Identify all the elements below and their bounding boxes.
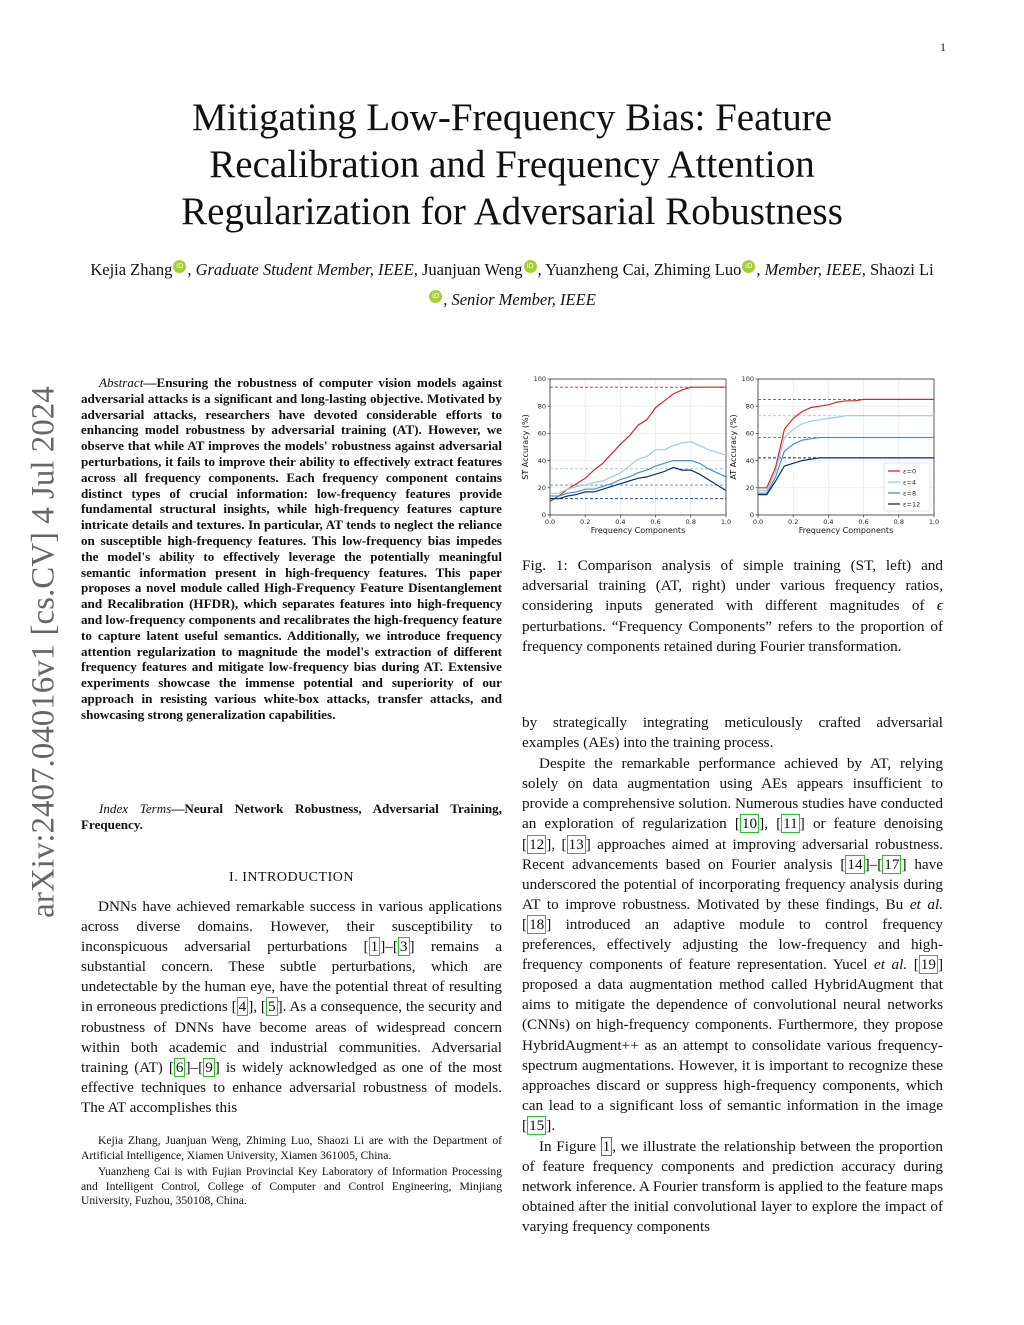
x-tick-label: 0.0 [752, 518, 764, 526]
y-tick-label: 100 [533, 375, 546, 384]
citation-link[interactable]: 6 [175, 1058, 184, 1076]
footnote: Yuanzheng Cai is with Fujian Provincial Key Laboratory of Information Processing and Intelligent Control, College of Computer and Control Engineering, Minjiang University, Fuzhou, 350108, China. [81, 1165, 502, 1208]
citation-link[interactable]: 12 [529, 835, 545, 853]
citation-link[interactable]: 14 [847, 855, 863, 873]
y-tick-label: 40 [537, 456, 546, 465]
text-run: . [551, 1116, 556, 1134]
x-tick-label: 0.8 [893, 518, 904, 526]
index-terms [81, 801, 502, 833]
author-name: Zhiming Luo [653, 260, 742, 279]
legend-label: ε=8 [903, 489, 917, 498]
legend-label: ε=12 [903, 500, 921, 509]
x-tick-label: 0.0 [544, 518, 556, 526]
figure-1 [518, 368, 946, 538]
x-tick-label: 0.4 [823, 518, 834, 526]
author-list: Kejia Zhang iD , Graduate Student Member, IEEE, Juanjuan Weng iD , Yuanzheng Cai, Zhiming Luo iD , Member, IEEE, Shaozi LiiD , Senior Member, IEEE [90, 260, 934, 309]
paper-title: Mitigating Low-Frequency Bias: Feature Recalibration and Frequency Attention Regularization for Adversarial Robustness [181, 96, 843, 233]
legend-label: ε=0 [903, 467, 917, 476]
citation-link[interactable]: 1 [370, 938, 379, 956]
text-run: et al. [874, 956, 908, 974]
right-column-text [522, 713, 943, 1238]
text-run: – [385, 938, 393, 956]
abstract [81, 375, 502, 723]
y-tick-label: 20 [537, 484, 546, 492]
figure-1-charts [518, 368, 946, 538]
x-tick-label: 0.8 [685, 518, 696, 526]
text-run: In Figure [539, 1137, 601, 1155]
citation-link[interactable]: 19 [920, 956, 936, 974]
text-run: , [253, 998, 261, 1016]
abstract-label: Abstract [99, 375, 144, 390]
text-run: proposed a data augmentation method called HybridAugment that aims to mitigate the dependence of convolutional neural networks (CNNs) on high-frequency components. Furthermore, they propose HybridAugment++ as an attempt to consolidate various frequency-spectrum augmentations. However, it is important to recognize these approaches discard or suppress high-frequency components, which can lead to a significant loss of semantic information in the image [522, 976, 943, 1114]
section-heading: I. INTRODUCTION [229, 870, 354, 885]
text-run: , [551, 835, 562, 853]
x-tick-label: 1.0 [720, 518, 732, 526]
arxiv-identifier [14, 372, 74, 932]
epsilon-symbol: ϵ [936, 597, 943, 615]
orcid-icon[interactable]: iD [742, 260, 755, 273]
y-tick-label: 20 [745, 484, 754, 492]
x-tick-label: 0.6 [650, 518, 661, 526]
arxiv-id-text: arXiv:2407.04016v1 [cs.CV] 4 Jul 2024 [25, 386, 62, 918]
author-name: Shaozi Li [869, 260, 934, 279]
paragraph: by strategically integrating meticulously crafted adversarial examples (AEs) into the training process. [522, 714, 943, 752]
legend-label: ε=4 [903, 478, 917, 487]
text-run: or feature denoising [804, 815, 943, 833]
y-tick-label: 0 [749, 511, 754, 520]
y-tick-label: 100 [741, 375, 754, 384]
citation-link[interactable]: 15 [529, 1116, 545, 1134]
y-tick-label: 40 [745, 456, 754, 465]
x-tick-label: 1.0 [928, 518, 940, 526]
text-run: . As a consequence, the security and robustness of DNNs have become areas of widespread concern within both academic and industrial communities. Adversarial training (AT) [81, 998, 502, 1076]
page-number: 1 [940, 40, 946, 54]
paragraph: Despite the remarkable performance achieved by AT, relying solely on data augmentation using AEs appears insufficient to provide a comprehensive solution. Numerous studies have conducted an exploration of regularization [ 10 ], [ 11 ] or feature denoising [ 12 ], [ 13 ] approaches aimed at improving adversarial robustness. Recent advancements based on Fourier analysis [ 14 ]–[ 17 ] have underscored the potential of incorporating frequency analysis during AT to improve robustness. Motivated by these findings, Bu et al. [ 18 ] introduced an adaptive module to control frequency preferences, effectively adjusting the low-frequency and high-frequency components of feature representation. Yucel et al. [ 19 ] proposed a data augmentation method called HybridAugment that aims to mitigate the dependence of convolutional neural networks (CNNs) on high-frequency components. Furthermore, they propose HybridAugment++ as an attempt to consolidate various frequency-spectrum augmentations. However, it is important to recognize these approaches discard or suppress high-frequency components, which can lead to a significant loss of semantic information in the image [ 15 ]. [522, 755, 943, 1134]
x-tick-label: 0.2 [580, 518, 591, 526]
y-tick-label: 60 [745, 429, 754, 438]
text-run: DNNs have achieved remarkable success in various applications across diverse domains. However, their susceptibility to inconspicuous adversarial perturbations [81, 898, 502, 956]
y-axis-label: ST Accuracy (%) [521, 414, 530, 480]
series-line [550, 387, 726, 501]
chart-panel-2 [729, 375, 939, 535]
citation-link[interactable]: 3 [399, 938, 408, 956]
figure-link[interactable]: 1 [602, 1137, 611, 1155]
index-terms-label: Index Terms [99, 801, 172, 816]
x-tick-label: 0.6 [858, 518, 869, 526]
x-tick-label: 0.4 [615, 518, 626, 526]
author-name: Kejia Zhang [90, 260, 173, 279]
orcid-icon[interactable]: iD [429, 290, 442, 303]
paragraph [522, 1137, 943, 1237]
author-name: Juanjuan Weng [421, 260, 523, 279]
x-axis-label: Frequency Components [590, 526, 686, 535]
text-run: perturbations. “Frequency Components” refers to the proportion of frequency components retained during Fourier transformation. [522, 617, 943, 655]
author-role: Graduate Student Member, IEEE [195, 260, 414, 279]
text-run: , we illustrate the relationship between the proportion of feature frequency components and prediction accuracy during network inference. A Fourier transform is applied to the feature maps obtained after the initial convolutional layer to explore the impact of varying frequency components [522, 1137, 943, 1236]
introduction-text [81, 897, 502, 1118]
text-run: et al. [909, 895, 943, 913]
text-run: have underscored the potential of incorporating frequency analysis during AT to improve robustness. Motivated by these findings, Bu [522, 855, 943, 913]
abstract-text: —Ensuring the robustness of computer vision models against adversarial attacks is a significant and long-lasting objective. Motivated by adversarial attacks, researchers have devoted considerable efforts to enhancing model robustness by adversarial training (AT). However, we observe that while AT improves the models' robustness against adversarial perturbations, it fails to improve their ability to effectively extract features across all frequency components. Each frequency component contains distinct types of crucial information: low-frequency features provide fundamental structural insights, while high-frequency features capture intricate details and textures. In particular, AT tends to neglect the reliance on susceptible high-frequency features. This low-frequency bias impedes the model's ability to effectively leverage the potentially meaningful semantic information present in high-frequency features. This paper proposes a novel module called High-Frequency Feature Disentanglement and Recalibration (HFDR), which separates features into high-frequency and low-frequency components and recalibrates the high-frequency feature to capture latent useful semantics. Additionally, we introduce frequency attention regularization to magnitude the model's extraction of different frequency features and mitigate low-frequency bias during AT. Extensive experiments showcase the immense potential and superiority of our approach in resisting various white-box attacks, transfer attacks, and showcasing strong generalization capabilities. [81, 375, 502, 722]
text-run: remains a substantial concern. These subtle perturbations, which are undetectable by the human eye, have the potential threat of resulting in erroneous predictions [81, 938, 502, 1016]
orcid-icon[interactable]: iD [524, 260, 537, 273]
text-run: Despite the remarkable performance achieved by AT, relying solely on data augmentation using AEs appears insufficient to provide a comprehensive solution. Numerous studies have conducted an exploration of regularization [522, 755, 943, 833]
text-run [907, 956, 914, 973]
citation-link[interactable]: 4 [238, 998, 247, 1016]
x-tick-label: 0.2 [788, 518, 799, 526]
citation-link[interactable]: 11 [783, 815, 798, 833]
x-axis-label: Frequency Components [798, 526, 894, 535]
author-role: Senior Member, IEEE [451, 290, 596, 309]
footnote: Kejia Zhang, Juanjuan Weng, Zhiming Luo, Shaozi Li are with the Department of Artificial Intelligence, Xiamen University, Xiamen 361005, China. [81, 1134, 502, 1162]
y-axis-label: AT Accuracy (%) [729, 414, 738, 480]
citation-link[interactable]: 10 [741, 815, 758, 833]
y-tick-label: 80 [537, 402, 546, 411]
text-run: , [764, 815, 777, 833]
text-run: Fig. 1: Comparison analysis of simple training (ST, left) and adversarial training (AT, right) under various frequency ratios, considering inputs generated with different magnitudes of [522, 557, 943, 615]
citation-link[interactable]: 13 [568, 835, 584, 853]
citation-link[interactable]: 9 [205, 1058, 213, 1076]
chart-panel-1 [521, 375, 731, 535]
text-run: – [869, 855, 878, 873]
author-name: Yuanzheng Cai [545, 260, 646, 279]
y-tick-label: 80 [745, 402, 754, 411]
index-terms-text: —Neural Network Robustness, Adversarial Training, Frequency. [81, 801, 503, 832]
figure-caption [522, 556, 943, 657]
chart-legend [884, 463, 930, 511]
text-run: introduced an adaptive module to control frequency preferences, effectively adjusting the low-frequency and high-frequency components of feature representation. Yucel [522, 915, 943, 974]
orcid-icon[interactable]: iD [173, 260, 186, 273]
y-tick-label: 60 [537, 429, 546, 438]
y-tick-label: 0 [541, 511, 546, 520]
citation-link[interactable]: 17 [884, 855, 900, 873]
citation-link[interactable]: 5 [267, 998, 276, 1016]
citation-link[interactable]: 18 [529, 915, 545, 933]
text-run: approaches aimed at improving adversarial robustness. Recent advancements based on Fourier analysis [522, 835, 943, 873]
text-run: – [190, 1058, 199, 1076]
author-role: Member, IEEE [764, 260, 862, 279]
paragraph: DNNs have achieved remarkable success in various applications across diverse domains. However, their susceptibility to inconspicuous adversarial perturbations [ 1 ]–[ 3 ] remains a substantial concern. These subtle perturbations, which are undetectable by the human eye, have the potential threat of resulting in erroneous predictions [ 4 ], [ 5 ]. As a consequence, the security and robustness of DNNs have become areas of widespread concern within both academic and industrial communities. Adversarial training (AT) [ 6 ]–[ 9 ] is widely acknowledged as one of the most effective techniques to enhance adversarial robustness of models. The AT accomplishes this [81, 898, 502, 1116]
text-run: is widely acknowledged as one of the most effective techniques to enhance adversarial robustness of models. The AT accomplishes this [81, 1058, 502, 1116]
footnotes [81, 1134, 502, 1211]
